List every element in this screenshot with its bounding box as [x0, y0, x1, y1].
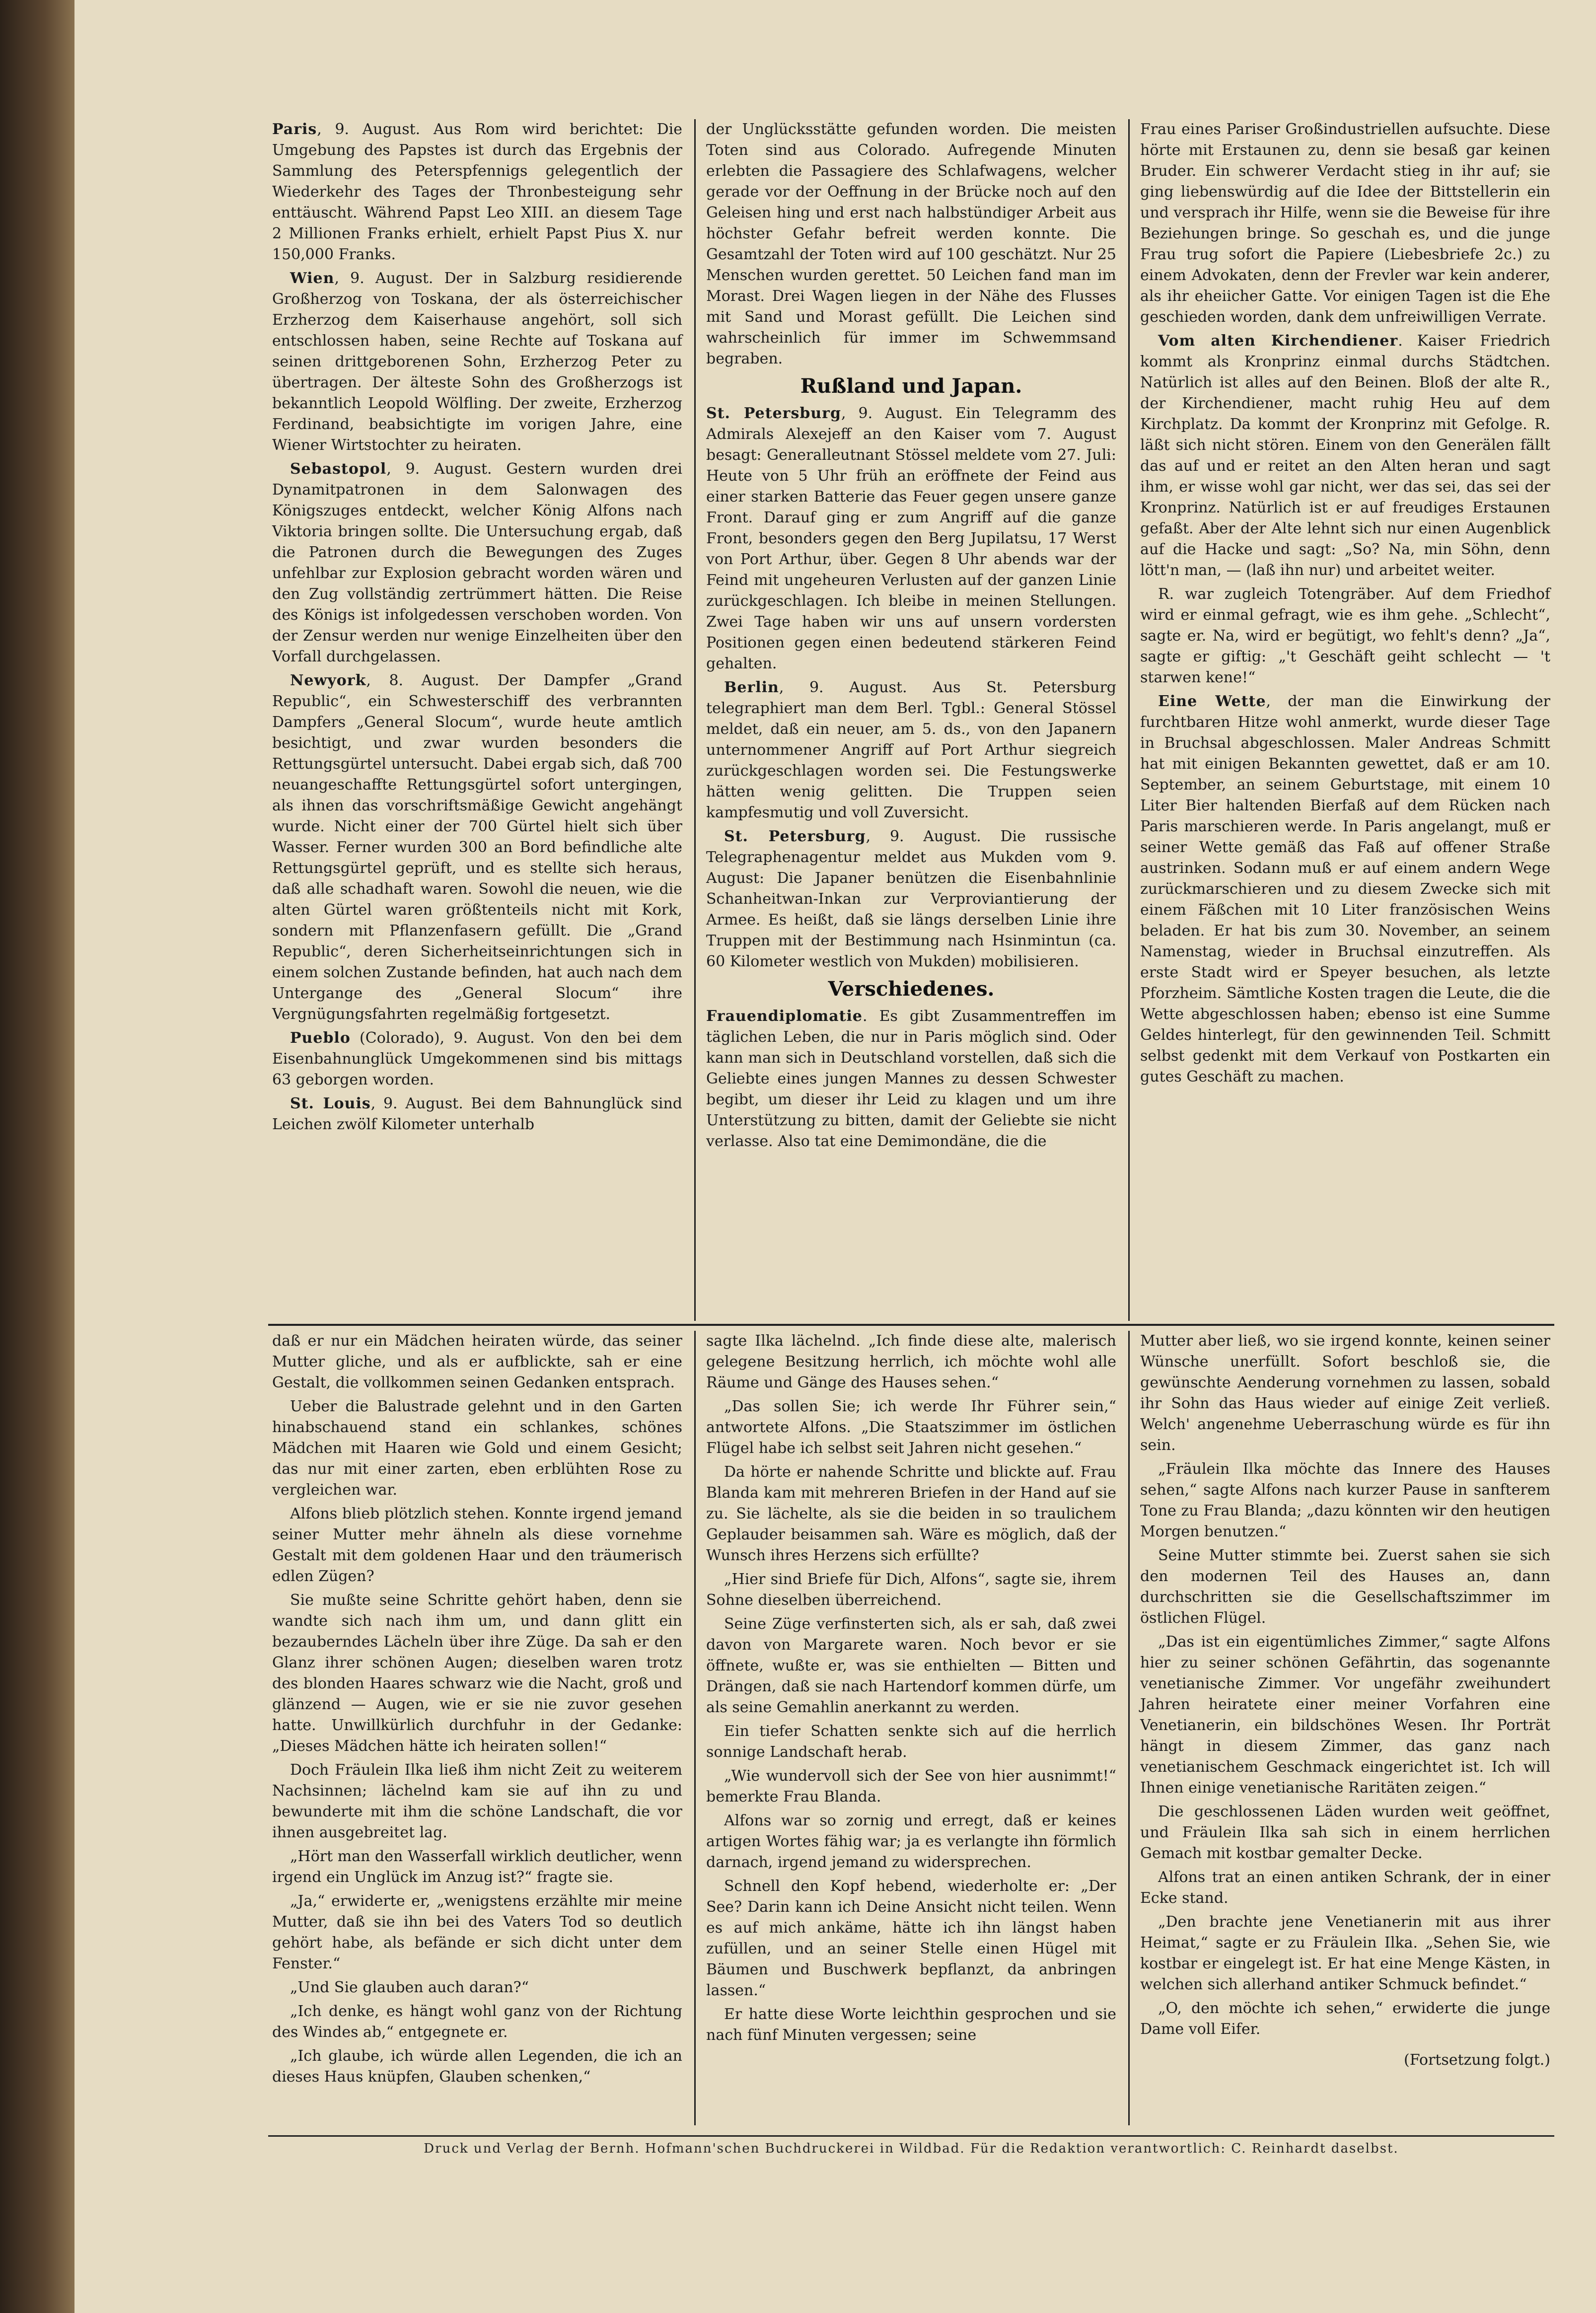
- column-rule: [694, 1331, 696, 2125]
- page-content: [268, 119, 1554, 2190]
- novel-paragraph: Alfons war so zornig und erregt, daß er keines artigen Wortes fähig war; ja es verlangte ihn förmlich darnach, irgend jemand zu widersprechen.: [706, 1812, 1116, 1871]
- section-divider: [268, 1324, 1554, 1326]
- section-heading: Rußland und Japan.: [800, 374, 1022, 398]
- novel-paragraph: Seine Mutter stimmte bei. Zuerst sahen sie sich den modernen Teil des Hauses an, dann durchschritten sie die Gesellschaftszimmer im östlichen Flügel.: [1140, 1547, 1550, 1627]
- article-title: Eine Wette: [1158, 693, 1266, 710]
- news-item: St. Petersburg, 9. August. Ein Telegramm des Admirals Alexejeff an den Kaiser vom 7. August besagt: Generalleutnant Stössel meldete vom 27. Juli: Heute von 5 Uhr früh an eröffnete der Feind aus einer starken Batterie das Feuer gegen unsere ganze Front. Darauf ging er zum Angriff auf die ganze Front, besonders gegen den Berg Jupilatsu, 17 Werst von Port Arthur, über. Gegen 8 Uhr abends war der Feind mit ungeheuren Verlusten auf der ganzen Linie zurückgeschlagen. Ich bleibe in meinen Stellungen. Zwei Tage haben wir uns auf unsern vordersten Positionen gegen einen bedeutend stärkeren Feind gehalten.: [706, 405, 1116, 672]
- news-item: Pueblo (Colorado), 9. August. Von den bei dem Eisenbahnunglück Umgekommenen sind bis mittags 63 geborgen worden.: [272, 1029, 682, 1088]
- novel-paragraph: Mutter aber ließ, wo sie irgend konnte, keinen seiner Wünsche unerfüllt. Sofort beschloß sie, die gewünschte Aenderung vornehmen zu lassen, sobald ihr Sohn das Haus wieder auf einige Zeit verließ. Welch' angenehme Ueberraschung würde es für ihn sein.: [1140, 1332, 1550, 1454]
- column-rule: [1128, 1331, 1130, 2125]
- column-rule: [1128, 119, 1130, 1321]
- newspaper-page: [74, 0, 1596, 2313]
- novel-paragraph: Er hatte diese Worte leichthin gesprochen und sie nach fünf Minuten vergessen; seine: [706, 2006, 1116, 2044]
- novel-paragraph: Alfons trat an einen antiken Schrank, der in einer Ecke stand.: [1140, 1869, 1550, 1907]
- novel-paragraph: „Das ist ein eigentümliches Zimmer,“ sagte Alfons hier zu seiner schönen Gefährtin, das sogenannte venetianische Zimmer. Vor ungefähr zweihundert Jahren heiratete einer meiner Vorfahren eine Venetianerin, ein bildschönes Wesen. Ihr Porträt hängt in diesem Zimmer, das ganz nach venetianischem Geschmack eingerichtet ist. Ich will Ihnen einige venetianische Raritäten zeigen.“: [1140, 1633, 1550, 1797]
- news-item: Newyork, 8. August. Der Dampfer „Grand Republic“, ein Schwesterschiff des verbrannten Dampfers „General Slocum“, wurde heute amtlich besichtigt, und zwar wurden besonders die Rettungsgürtel untersucht. Dabei ergab sich, daß 700 neuangeschaffte Rettungsgürtel sofort untergingen, als ihnen das vorschriftsmäßige Gewicht angehängt wurde. Nicht einer der 700 Gürtel hielt sich über Wasser. Ferner wurden 300 an Bord befindliche alte Rettungsgürtel geprüft, und es stellte sich heraus, daß alle schadhaft waren. Sowohl die neuen, wie die alten Gürtel waren größtenteils nicht mit Kork, sondern mit Pflanzenfasern gefüllt. Die „Grand Republic“, deren Sicherheitseinrichtungen sich in einem solchen Zustande befinden, hat auch nach dem Untergange des „General Slocum“ ihre Vergnügungsfahrten regelmäßig fortgesetzt.: [272, 672, 682, 1023]
- novel-paragraph: Die geschlossenen Läden wurden weit geöffnet, und Fräulein Ilka sah sich in einem herrlichen Gemach mit kostbar gemalter Decke.: [1140, 1803, 1550, 1862]
- novel-paragraph: Schnell den Kopf hebend, wiederholte er: „Der See? Darin kann ich Deine Ansicht nicht teilen. Wenn es auf mich ankäme, hätte ich ihn längst haben zufüllen, und an seiner Stelle einen Hügel mit Bäumen und Buschwerk bepflanzt, da anbringen lassen.“: [706, 1878, 1116, 1999]
- news-dateline: Wien: [290, 270, 335, 287]
- novel-paragraph: Da hörte er nahende Schritte und blickte auf. Frau Blanda kam mit mehreren Briefen in der Hand auf sie zu. Sie lächelte, als sie die beiden in so traulichem Geplauder beisammen sah. Wäre es möglich, daß der Wunsch ihres Herzens sich erfüllte?: [706, 1463, 1116, 1564]
- novel-paragraph: Doch Fräulein Ilka ließ ihm nicht Zeit zu weiterem Nachsinnen; lächelnd kam sie auf ihn zu und bewunderte mit ihm die schöne Landschaft, die vor ihnen ausgebreitet lag.: [272, 1761, 682, 1841]
- news-continuation: Frau eines Pariser Großindustriellen aufsuchte. Diese hörte mit Erstaunen zu, denn sie besaß gar keinen Bruder. Ein schwerer Verdacht stieg in ihr auf; sie ging liebenswürdig auf die Idee der Bittstellerin ein und versprach ihr Hilfe, wenn sie die Beweise für ihre Beziehungen bringe. So geschah es, und die junge Frau trug sofort die Papiere (Liebesbriefe 2c.) zu einem Advokaten, denn der Frevler war kein anderer, als ihr eheiicher Gatte. Vor einigen Tagen ist die Ehe geschieden worden, dank dem unfreiwilligen Verrate.: [1140, 121, 1550, 326]
- news-item: Vom alten Kirchendiener. Kaiser Friedrich kommt als Kronprinz einmal durchs Städtchen. Natürlich ist alles auf den Beinen. Bloß der alte R., der Kirchendiener, macht ruhig Heu auf dem Kirchplatz. Da kommt der Kronprinz mit Gefolge. R. läßt sich nicht stören. Einem von den Generälen fällt das auf und er reitet an den Alten heran und sagt ihm, er wisse wohl gar nicht, wer das sei, das sei der Kronprinz. Natürlich ist er auf freudiges Erstaunen gefaßt. Aber der Alte lehnt sich nur einen Augenblick auf die Hacke und sagt: „So? Na, min Söhn, denn lött'n man, — (laß ihn nur) und arbeitet weiter.: [1140, 332, 1550, 579]
- news-item: St. Louis, 9. August. Bei dem Bahnunglück sind Leichen zwölf Kilometer unterhalb: [272, 1095, 682, 1133]
- news-section: [268, 119, 1554, 1321]
- footer-rule: [268, 2135, 1554, 2137]
- serial-novel-section: [268, 1331, 1554, 2125]
- novel-paragraph: „Ja,“ erwiderte er, „wenigstens erzählte mir meine Mutter, daß sie ihn bei des Vaters Tod so deutlich gehört habe, als befände er sich dicht unter dem Fenster.“: [272, 1892, 682, 1972]
- novel-paragraph: „Wie wundervoll sich der See von hier ausnimmt!“ bemerkte Frau Blanda.: [706, 1767, 1116, 1806]
- article-title: Frauendiplomatie: [706, 1008, 863, 1025]
- news-dateline: St. Louis: [290, 1095, 371, 1112]
- novel-paragraph: „Und Sie glauben auch daran?“: [290, 1979, 529, 1996]
- novel-column-3: [1136, 1331, 1554, 2125]
- novel-paragraph: „Das sollen Sie; ich werde Ihr Führer sein,“ antwortete Alfons. „Die Staatszimmer im östlichen Flügel habe ich selbst seit Jahren nicht gesehen.“: [706, 1398, 1116, 1457]
- novel-paragraph: daß er nur ein Mädchen heiraten würde, das seiner Mutter gliche, und als er aufblickte, sah er eine Gestalt, die vollkommen seinen Gedanken entsprach.: [272, 1332, 682, 1391]
- news-item: Frauendiplomatie. Es gibt Zusammentreffen im täglichen Leben, die nur in Paris möglich sind. Oder kann man sich in Deutschland vorstellen, daß sich die Geliebte eines jungen Mannes zu dessen Schwester begibt, um dieser ihr Leid zu klagen und um ihre Unterstützung zu bitten, damit der Geliebte sie nicht verlasse. Also tat eine Demimondäne, die die: [706, 1008, 1116, 1150]
- news-dateline: Paris: [272, 121, 317, 138]
- news-column-3: [1136, 119, 1554, 1321]
- novel-paragraph: „Den brachte jene Venetianerin mit aus ihrer Heimat,“ sagte er zu Fräulein Ilka. „Sehen Sie, wie kostbar er eingelegt ist. Er hat eine Menge Kästen, in welchen sich allerhand antiker Schmuck befindet.“: [1140, 1913, 1550, 1993]
- novel-paragraph: „Hier sind Briefe für Dich, Alfons“, sagte sie, ihrem Sohne dieselben überreichend.: [706, 1571, 1116, 1609]
- news-dateline: Newyork: [290, 672, 366, 689]
- news-column-2: [702, 119, 1120, 1321]
- novel-paragraph: „O, den möchte ich sehen,“ erwiderte die junge Dame voll Eifer.: [1140, 2000, 1550, 2038]
- news-dateline: Pueblo: [290, 1029, 351, 1047]
- novel-column-2: [702, 1331, 1120, 2125]
- novel-paragraph: „Fräulein Ilka möchte das Innere des Hauses sehen,“ sagte Alfons nach kurzer Pause in sanfterem Tone zu Frau Blanda; „dazu könnten wir den heutigen Morgen benutzen.“: [1140, 1460, 1550, 1540]
- news-column-1: [268, 119, 686, 1321]
- article-title: Vom alten Kirchendiener: [1158, 332, 1398, 350]
- news-dateline: St. Petersburg: [706, 405, 841, 422]
- news-item: Berlin, 9. August. Aus St. Petersburg telegraphiert man dem Berl. Tgbl.: General Stössel meldet, daß ein neuer, am 5. ds., von den Japanern unternommener Angriff auf Port Arthur siegreich zurückgeschlagen worden sei. Die Festungswerke hätten wenig gelitten. Die Truppen seien kampfesmutig und voll Zuversicht.: [706, 679, 1116, 821]
- novel-paragraph: Seine Züge verfinsterten sich, als er sah, daß zwei davon von Margarete waren. Noch bevor er sie öffnete, wußte er, was sie enthielten — Bitten und Drängen, daß sie nach Hartendorf kommen dürfe, um als seine Gemahlin anerkannt zu werden.: [706, 1615, 1116, 1716]
- novel-column-1: [268, 1331, 686, 2125]
- novel-paragraph: Ein tiefer Schatten senkte sich auf die herrlich sonnige Landschaft herab.: [706, 1723, 1116, 1761]
- book-binding: [0, 0, 74, 2313]
- section-heading: Verschiedenes.: [828, 977, 995, 1001]
- novel-paragraph: „Ich glaube, ich würde allen Legenden, die ich an dieses Haus knüpfen, Glauben schenken,“: [272, 2047, 682, 2086]
- novel-paragraph: Sie mußte seine Schritte gehört haben, denn sie wandte sich nach ihm um, und dann glitt ein bezauberndes Lächeln über ihre Züge. Da sah er den Glanz ihrer schönen Augen; dieselben waren trotz des blonden Haares schwarz wie die Nacht, groß und glänzend — Augen, wie er sie nie zuvor gesehen hatte. Unwillkürlich durchfuhr in der Gedanke: „Dieses Mädchen hätte ich heiraten sollen!“: [272, 1591, 682, 1755]
- news-dateline: Berlin: [724, 679, 779, 696]
- novel-paragraph: sagte Ilka lächelnd. „Ich finde diese alte, malerisch gelegene Besitzung herrlich, ich möchte wohl alle Räume und Gänge des Hauses sehen.“: [706, 1332, 1116, 1391]
- novel-paragraph: Ueber die Balustrade gelehnt und in den Garten hinabschauend stand ein schlankes, schönes Mädchen mit Haaren wie Gold und einem Gesicht; das nur mit einer zarten, eben erblühten Rose zu vergleichen war.: [272, 1398, 682, 1499]
- printer-imprint: Druck und Verlag der Bernh. Hofmann'schen Buchdruckerei in Wildbad. Für die Redaktion verantwortlich: C. Reinhardt daselbst.: [424, 2141, 1399, 2156]
- news-item: Paris, 9. August. Aus Rom wird berichtet: Die Umgebung des Papstes ist durch das Ergebnis der Sammlung des Peterspfennigs gelegentlich der Wiederkehr des Tages der Thronbesteigung sehr enttäuscht. Während Papst Leo XIII. an diesem Tage 2 Millionen Franks erhielt, erhielt Papst Pius X. nur 150,000 Franks.: [272, 121, 682, 263]
- novel-paragraph: Alfons blieb plötzlich stehen. Konnte irgend jemand seiner Mutter mehr ähneln als diese vornehme Gestalt mit dem goldenen Haar und den träumerisch edlen Zügen?: [272, 1505, 682, 1585]
- column-rule: [694, 119, 696, 1321]
- news-continuation: der Unglücksstätte gefunden worden. Die meisten Toten sind aus Colorado. Aufregende Minuten erlebten die Passagiere des Schlafwagens, welcher gerade vor der Oeffnung in der Brücke noch auf den Geleisen hing und erst nach halbstündiger Arbeit aus höchster Gefahr befreit werden konnte. Die Gesamtzahl der Toten wird auf 100 geschätzt. Nur 25 Menschen wurden gerettet. 50 Leichen fand man im Morast. Drei Wagen liegen in der Nähe des Flusses mit Sand und Morast gefüllt. Die Leichen sind wahrscheinlich für immer im Schwemmsand begraben.: [706, 121, 1116, 367]
- news-item: Wien, 9. August. Der in Salzburg residierende Großherzog von Toskana, der als österreichischer Erzherzog dem Kaiserhause angehört, soll sich entschlossen haben, seine Rechte auf Toskana auf seinen drittgeborenen Sohn, Erzherzog Peter zu übertragen. Der älteste Sohn des Großherzogs ist bekanntlich Leopold Wölfling. Der zweite, Erzherzog Ferdinand, beabsichtigte im vorigen Jahre, eine Wiener Wirtstochter zu heiraten.: [272, 270, 682, 454]
- news-item: Eine Wette, der man die Einwirkung der furchtbaren Hitze wohl anmerkt, wurde dieser Tage in Bruchsal abgeschlossen. Maler Andreas Schmitt hat mit einigen Bekannten gewettet, daß er am 10. September, an seinem Geburtstage, mit einem 10 Liter Bier haltenden Bierfaß auf dem Rücken nach Paris marschieren werde. In Paris angelangt, muß er seiner Wette gemäß das Faß auf offener Straße austrinken. Sodann muß er auf einem andern Wege zurückmarschieren und zu diesem Zwecke sich mit einem Fäßchen mit 10 Liter französischen Weins beladen. Er hat bis zum 30. November, an seinem Namenstag, wieder in Bruchsal einzutreffen. Als erste Stadt wird er Speyer besuchen, als letzte Pforzheim. Sämtliche Kosten tragen die Leute, die die Wette abgeschlossen haben; ebenso ist eine Summe Geldes hinterlegt, für den gewinnenden Teil. Schmitt selbst gedenkt mit dem Verkauf von Postkarten ein gutes Geschäft zu machen.: [1140, 693, 1550, 1085]
- continuation-note: (Fortsetzung folgt.): [1404, 2051, 1550, 2069]
- novel-paragraph: „Ich denke, es hängt wohl ganz von der Richtung des Windes ab,“ entgegnete er.: [272, 2003, 682, 2041]
- novel-paragraph: „Hört man den Wasserfall wirklich deutlicher, wenn irgend ein Unglück im Anzug ist?“ fragte sie.: [272, 1848, 682, 1886]
- news-item: St. Petersburg, 9. August. Die russische Telegraphenagentur meldet aus Mukden vom 9. August: Die Japaner benützen die Eisenbahnlinie Schanheitwan-Inkan zur Verproviantierung der Armee. Es heißt, daß sie längs derselben Linie ihre Truppen mit der Bestimmung nach Hsinmintun (ca. 60 Kilometer westlich von Mukden) mobilisieren.: [706, 828, 1116, 970]
- news-dateline: St. Petersburg: [724, 828, 866, 845]
- news-item: Sebastopol, 9. August. Gestern wurden drei Dynamitpatronen in dem Salonwagen des Königszuges entdeckt, welcher König Alfons nach Viktoria bringen sollte. Die Untersuchung ergab, daß die Patronen durch die Bewegungen des Zuges unfehlbar zur Explosion gebracht worden wären und den Zug vollständig zertrümmert hätten. Die Reise des Königs ist infolgedessen verschoben worden. Von der Zensur werden nur wenige Einzelheiten über den Vorfall durchgelassen.: [272, 460, 682, 665]
- news-dateline: Sebastopol: [290, 460, 387, 478]
- news-item: R. war zugleich Totengräber. Auf dem Friedhof wird er einmal gefragt, wie es ihm gehe. „Schlecht“, sagte er. Na, wird er begütigt, wo fehlt's denn? „Ja“, sagte er giftig: „'t Geschäft geiht schlecht — 't starwen kene!“: [1140, 585, 1550, 686]
